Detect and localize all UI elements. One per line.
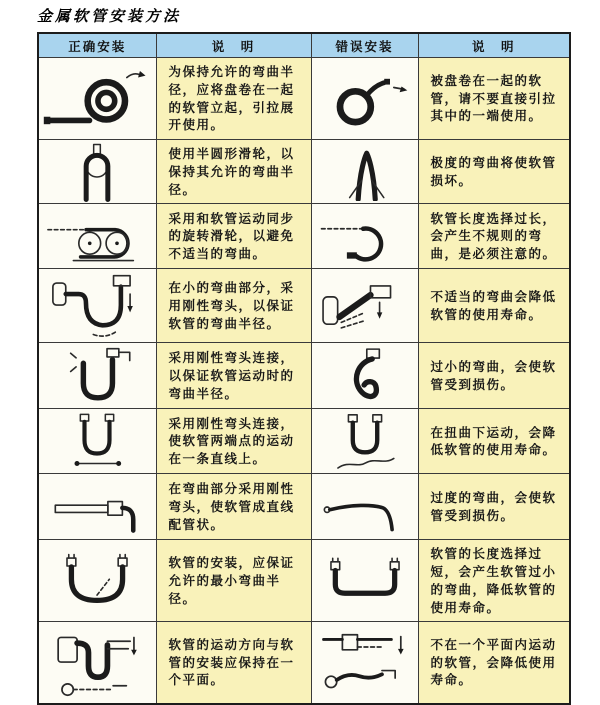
correct-illustration-cell — [38, 204, 156, 269]
table-row — [38, 540, 570, 622]
correct-description: 软管的安装，应保证允许的最小弯曲半径。 — [156, 540, 311, 622]
hose-u-inline-icon — [47, 410, 147, 472]
correct-description: 在弯曲部分采用刚性弯头，使软管成直线配管状。 — [156, 474, 311, 540]
hose-short-flat-u-icon — [317, 554, 413, 608]
correct-illustration-cell — [38, 140, 156, 204]
hose-overbent-end-icon — [317, 479, 413, 535]
correct-description: 软管的运动方向与软管的安装应保持在一个平面。 — [156, 622, 311, 704]
hose-small-bend-hook-icon — [322, 346, 408, 406]
hose-over-pulley-icon — [47, 142, 147, 202]
wrong-illustration-cell — [311, 204, 418, 269]
hose-u-elbow-connection-icon — [47, 345, 147, 407]
table-row — [38, 140, 570, 204]
correct-description: 为保持允许的弯曲半径，应将盘卷在一起的软管立起，引拉展开使用。 — [156, 58, 311, 140]
hose-irregular-loop-icon — [317, 207, 413, 265]
correct-description: 使用半圆形滑轮，以保持其允许的弯曲半径。 — [156, 140, 311, 204]
header-correct-install: 正确安装 — [38, 33, 156, 58]
hose-extreme-fold-icon — [320, 143, 410, 201]
hose-one-plane-icon — [43, 626, 151, 700]
wrong-description: 软管的长度选择过短，会产生软管过小的弯曲，降低软管的使用寿命。 — [418, 540, 570, 622]
header-correct-note: 说 明 — [156, 33, 311, 58]
wrong-description: 在扭曲下运动，会降低软管的使用寿命。 — [418, 409, 570, 474]
table-row — [38, 409, 570, 474]
wrong-description: 过小的弯曲，会使软管受到损伤。 — [418, 343, 570, 409]
correct-description: 在小的弯曲部分，采用刚性弯头，以保证软管的弯曲半径。 — [156, 269, 311, 343]
correct-description: 采用和软管运动同步的旋转滑轮，以避免不适当的弯曲。 — [156, 204, 311, 269]
wrong-description: 不适当的弯曲会降低软管的使用寿命。 — [418, 269, 570, 343]
table-row — [38, 58, 570, 140]
correct-illustration-cell — [38, 622, 156, 704]
wrong-illustration-cell — [311, 474, 418, 540]
hose-out-of-plane-icon — [316, 627, 414, 699]
table-row — [38, 204, 570, 269]
hose-wide-u-icon — [44, 551, 150, 611]
correct-illustration-cell — [38, 269, 156, 343]
table-row — [38, 474, 570, 540]
correct-illustration-cell — [38, 540, 156, 622]
correct-description: 采用刚性弯头连接，以保证软管运动时的弯曲半径。 — [156, 343, 311, 409]
coiled-hose-standing-icon — [41, 64, 153, 134]
coiled-hose-pulled-icon — [315, 66, 415, 132]
wrong-description: 软管长度选择过长，会产生不规则的弯曲，是必须注意的。 — [418, 204, 570, 269]
hose-sharp-angle-icon — [317, 275, 413, 337]
table-row — [38, 343, 570, 409]
hose-s-curve-elbows-icon — [44, 272, 150, 340]
header-row — [38, 33, 570, 58]
hose-u-twist-icon — [317, 411, 413, 471]
table-row — [38, 269, 570, 343]
wrong-illustration-cell — [311, 343, 418, 409]
header-wrong-install: 错误安装 — [311, 33, 418, 58]
correct-illustration-cell — [38, 409, 156, 474]
wrong-illustration-cell — [311, 140, 418, 204]
wrong-description: 不在一个平面内运动的软管，会降低使用寿命。 — [418, 622, 570, 704]
wrong-illustration-cell — [311, 269, 418, 343]
wrong-description: 过度的弯曲，会使软管受到损伤。 — [418, 474, 570, 540]
page-title: 金属软管安装方法 — [37, 7, 182, 25]
wrong-description: 被盘卷在一起的软管，请不要直接引拉其中的一端使用。 — [418, 58, 570, 140]
correct-illustration-cell — [38, 343, 156, 409]
correct-illustration-cell — [38, 58, 156, 140]
wrong-description: 极度的弯曲将使软管损坏。 — [418, 140, 570, 204]
header-wrong-note: 说 明 — [418, 33, 570, 58]
wrong-illustration-cell — [311, 622, 418, 704]
table-row — [38, 622, 570, 704]
wrong-illustration-cell — [311, 58, 418, 140]
correct-illustration-cell — [38, 474, 156, 540]
installation-methods-table — [37, 32, 571, 705]
straight-pipe-elbow-icon — [44, 478, 150, 536]
correct-description: 采用刚性弯头连接，使软管两端点的运动在一条直线上。 — [156, 409, 311, 474]
wrong-illustration-cell — [311, 409, 418, 474]
wrong-illustration-cell — [311, 540, 418, 622]
hose-on-rollers-icon — [42, 206, 152, 266]
